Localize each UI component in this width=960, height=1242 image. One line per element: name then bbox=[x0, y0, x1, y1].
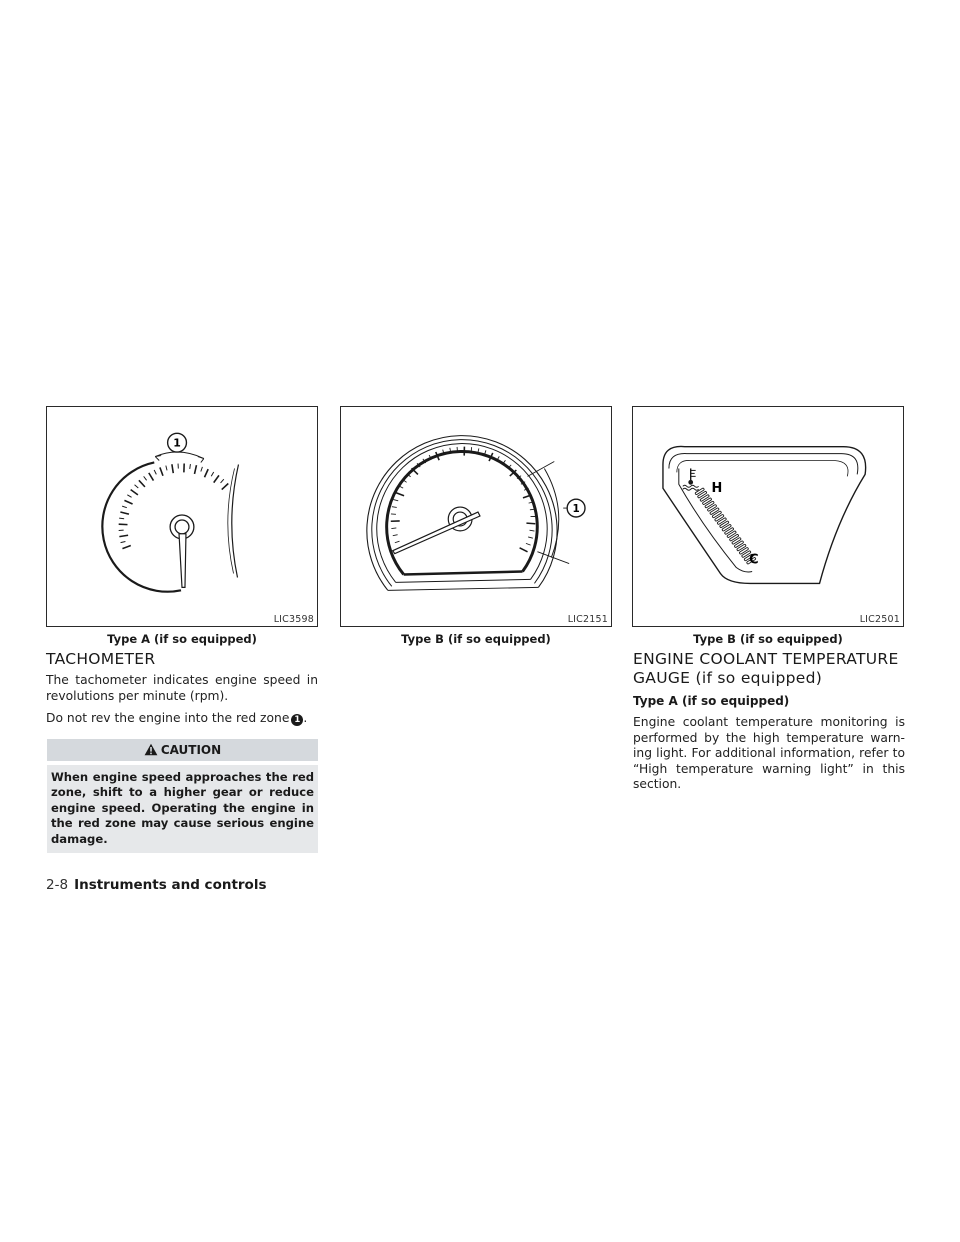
tick-mark bbox=[131, 490, 138, 495]
coolant-subheading: Type A (if so equipped) bbox=[633, 694, 790, 708]
caution-header bbox=[47, 739, 318, 761]
tick-mark bbox=[526, 523, 535, 524]
coolant-heading-line1: ENGINE COOLANT TEMPERATURE bbox=[633, 650, 899, 668]
needle-hub-inner bbox=[175, 520, 189, 534]
tachometer-needle bbox=[393, 512, 480, 554]
tick-mark bbox=[520, 548, 528, 552]
figure-tachometer-type-a bbox=[46, 406, 318, 627]
figure-caption-type-b: Type B (if so equipped) bbox=[401, 632, 551, 646]
tick-mark bbox=[166, 466, 167, 471]
tachometer-b-ticks bbox=[391, 447, 536, 552]
red-zone-limit-upper bbox=[528, 462, 555, 477]
tick-mark bbox=[393, 500, 398, 501]
tachometer-type-a-illustration bbox=[47, 407, 317, 626]
tick-mark bbox=[119, 535, 128, 536]
gauge-housing-outer bbox=[663, 446, 866, 583]
caution-title: CAUTION bbox=[160, 743, 222, 757]
gauge-bottom-1 bbox=[388, 587, 539, 590]
hot-label: H bbox=[711, 481, 723, 497]
tick-mark bbox=[120, 512, 129, 514]
tick-mark bbox=[526, 543, 531, 545]
red-zone-arc bbox=[155, 452, 204, 458]
tick-mark bbox=[214, 475, 219, 482]
tachometer-needle bbox=[179, 534, 186, 588]
gauge-housing-inner bbox=[669, 454, 858, 475]
figure-tachometer-type-b bbox=[340, 406, 612, 627]
figure-code: LIC2151 bbox=[567, 614, 608, 625]
tick-mark bbox=[172, 464, 173, 473]
tick-mark bbox=[211, 472, 213, 476]
callout-number: 1 bbox=[173, 436, 181, 450]
tachometer-description: The tachometer indicates engine speed in revolutions per minute (rpm). bbox=[46, 673, 318, 703]
tick-mark bbox=[396, 493, 404, 496]
red-zone-note-end: . bbox=[303, 711, 308, 725]
tachometer-heading: TACHOMETER bbox=[46, 650, 156, 668]
tick-mark bbox=[393, 535, 398, 536]
tick-mark bbox=[122, 506, 127, 508]
gauge-outer-ring-3 bbox=[377, 444, 547, 583]
tick-mark bbox=[119, 518, 124, 519]
figure-coolant-gauge bbox=[632, 406, 904, 627]
gauge-bottom-3 bbox=[404, 571, 523, 574]
tick-mark bbox=[222, 484, 229, 490]
tick-mark bbox=[221, 479, 224, 483]
coolant-gauge-illustration bbox=[633, 407, 903, 626]
callout-number: 1 bbox=[572, 503, 580, 516]
tick-mark bbox=[530, 530, 535, 531]
tick-mark bbox=[135, 485, 139, 488]
coolant-heading bbox=[633, 650, 905, 687]
gauge-bottom-2 bbox=[396, 579, 531, 582]
tick-mark bbox=[154, 470, 156, 474]
tick-mark bbox=[392, 507, 397, 508]
coolant-temperature-icon bbox=[683, 468, 699, 490]
figure-code: LIC2501 bbox=[859, 614, 900, 625]
page-footer bbox=[46, 877, 267, 893]
tick-mark bbox=[528, 537, 533, 538]
red-zone-note-text: Do not rev the engine into the red zone bbox=[46, 711, 290, 725]
temperature-scale-segments bbox=[695, 488, 756, 565]
red-zone-number-badge: 1 bbox=[291, 714, 303, 726]
tick-mark bbox=[122, 546, 130, 549]
figure-caption-coolant: Type B (if so equipped) bbox=[693, 632, 843, 646]
tick-mark bbox=[395, 541, 400, 543]
tick-mark bbox=[204, 469, 208, 477]
figure-code: LIC3598 bbox=[273, 614, 314, 625]
caution-box bbox=[47, 739, 318, 846]
coolant-heading-line2: GAUGE (if so equipped) bbox=[633, 668, 823, 687]
gauge-outer-ring-1 bbox=[367, 436, 557, 591]
caution-text: When engine speed approaches the red zone, shift to a higher gear or reduce engine speed. Operating the engine in the red zone may cause serious engine damage. bbox=[47, 765, 318, 853]
tick-mark bbox=[139, 480, 145, 487]
cold-label: C bbox=[749, 552, 759, 568]
tick-mark bbox=[149, 473, 154, 481]
red-zone-note bbox=[46, 711, 318, 727]
gauge-scale-ring bbox=[387, 451, 538, 574]
section-name: Instruments and controls bbox=[74, 877, 267, 893]
red-zone-arrow-end bbox=[198, 457, 204, 463]
gauge-outer-ring-2 bbox=[372, 440, 552, 587]
warning-triangle-icon bbox=[144, 743, 158, 756]
tick-mark bbox=[194, 465, 196, 474]
tick-mark bbox=[190, 464, 191, 469]
tachometer-type-b-illustration bbox=[341, 407, 611, 626]
figure-caption-type-a: Type A (if so equipped) bbox=[107, 632, 257, 646]
red-zone-arrow-start bbox=[155, 456, 161, 461]
tick-mark bbox=[127, 495, 131, 497]
tick-mark bbox=[144, 476, 147, 480]
tick-mark bbox=[124, 500, 132, 504]
bezel-curve-outer bbox=[232, 464, 239, 577]
coolant-description: Engine coolant temperature monitoring is performed by the high temperature warn-ing light. For additional information, refer to “High temperature warning light” in this section. bbox=[633, 715, 905, 792]
tachometer-dial-edge bbox=[102, 462, 181, 591]
tick-mark bbox=[121, 541, 126, 542]
tick-mark bbox=[201, 467, 203, 472]
tick-mark bbox=[160, 467, 163, 475]
tick-mark bbox=[391, 528, 396, 529]
page-number: 2-8 bbox=[46, 877, 69, 893]
gauge-housing-inner-2 bbox=[677, 460, 848, 476]
